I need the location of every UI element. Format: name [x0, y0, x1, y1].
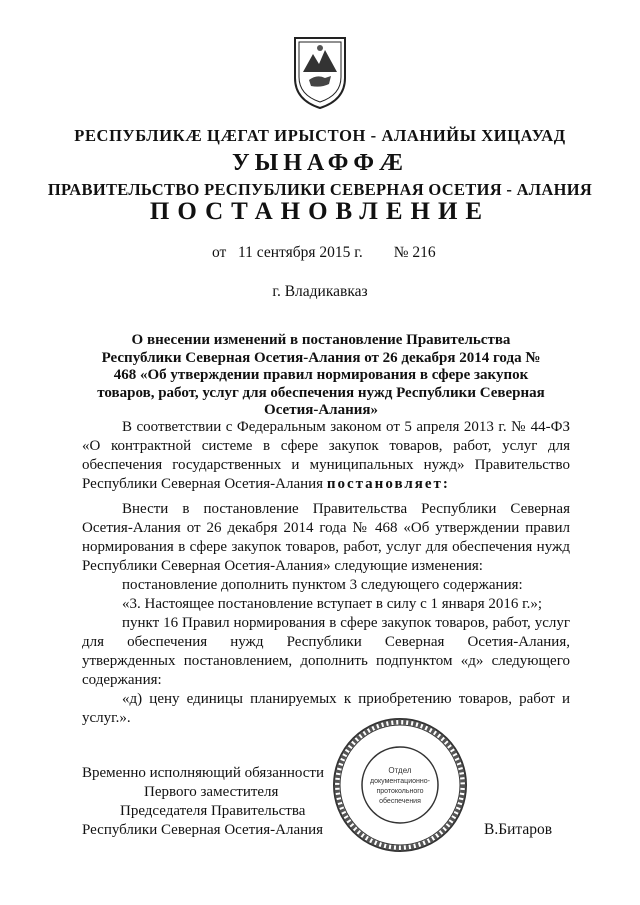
government-heading: ПРАВИТЕЛЬСТВО РЕСПУБЛИКИ СЕВЕРНАЯ ОСЕТИЯ - АЛАНИЯ [47, 180, 593, 199]
document-number: 216 [412, 244, 436, 261]
preamble-text: В соответствии с Федеральным законом от 5 апреля 2013 г. № 44-ФЗ «О контрактной системе в сфере закупок товаров, работ, услуг для обеспечения государственных и муниципальных нужд» Правительство Республики Северная Осетия-Алания [82, 419, 570, 492]
stamp-seal-icon [330, 715, 470, 855]
stamp-text-3: протокольного [376, 788, 424, 795]
decree-body [82, 500, 570, 728]
document-type: ПОСТАНОВЛЕНИЕ [149, 198, 491, 225]
body-paragraph-2: постановление дополнить пунктом 3 следующего содержания: [122, 577, 523, 593]
signatory-line-2: Первого заместителя [144, 784, 279, 800]
ossetian-title: УЫНАФФӔ [232, 150, 408, 176]
signatory-name: В.Битаров [484, 821, 553, 838]
preamble [82, 418, 570, 494]
stamp-text-1: Отдел [388, 766, 412, 775]
signatory-line-3: Председателя Правительства [120, 803, 306, 819]
date-prefix: от [212, 244, 227, 261]
stamp-text-2: документационно- [370, 778, 430, 785]
stamp-text-4: обеспечения [379, 798, 421, 805]
body-paragraph-3: «3. Настоящее постановление вступает в силу с 1 января 2016 г.»; [122, 596, 543, 612]
number-prefix: № [393, 244, 409, 261]
document-title: О внесении изменений в постановление Правительства Республики Северная Осетия-Алания от 26 декабря 2014 года № 468 «Об утверждении правил нормирования в сфере закупок товаров, работ, услуг для обеспечения нужд Республики Северная Осетия-Алания» [97, 332, 545, 418]
signatory-line-1: Временно исполняющий обязанности [82, 765, 325, 781]
date-line [212, 244, 436, 262]
signatory-line-4: Республики Северная Осетия-Алания [82, 822, 324, 838]
emblem-icon [291, 34, 349, 110]
republic-heading: РЕСПУБЛИКӔ ЦӔГАТ ИРЫСТОН - АЛАНИЙЫ ХИЦАУАД [74, 126, 566, 145]
body-paragraph-4: пункт 16 Правил нормирования в сфере закупок товаров, работ, услуг для обеспечения нужд Республики Северная Осетия-Алания, утвержденных постановлением, дополнить подпунктом «д» следующего содержания: [82, 615, 570, 688]
document-date: 11 сентября 2015 г. [237, 244, 363, 261]
body-paragraph-5: «д) цену единицы планируемых к приобретению товаров, работ и услуг.». [82, 691, 570, 726]
city: г. Владикавказ [272, 283, 368, 300]
decree-word: постановляет: [326, 476, 450, 492]
signatory-title [82, 764, 324, 840]
body-paragraph-1: Внести в постановление Правительства Республики Северная Осетия-Алания от 26 декабря 2014 года № 468 «Об утверждении правил нормирования в сфере закупок товаров, работ, услуг для обеспечения нужд Республики Северная Осетия-Алания» следующие изменения: [82, 501, 570, 574]
